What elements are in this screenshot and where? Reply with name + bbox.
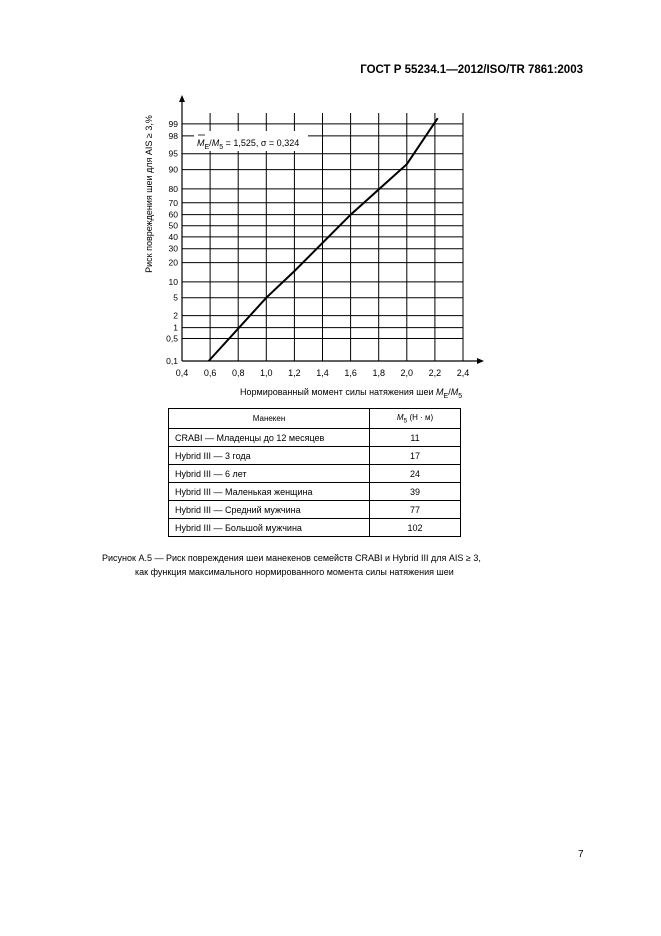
- dummy-table: [168, 408, 461, 537]
- x-tick-label: 0,8: [231, 368, 245, 378]
- moment-value-cell: 102: [370, 519, 461, 537]
- y-tick-label: 95: [168, 148, 178, 159]
- x-tick-label: 0,4: [175, 368, 189, 378]
- y-tick-label: 0,1: [166, 356, 178, 366]
- y-tick-label: 1: [173, 322, 178, 333]
- dummy-name-cell: Hybrid III — Маленькая женщина: [169, 483, 370, 501]
- y-axis-arrow: [179, 95, 185, 102]
- y-tick-label: 5: [173, 292, 178, 303]
- moment-value-cell: 17: [370, 447, 461, 465]
- y-tick-label: 80: [168, 183, 178, 194]
- caption-line-2: как функция максимального нормированного момента силы натяжения шеи: [135, 567, 454, 577]
- x-tick-label: 1,2: [288, 368, 301, 378]
- y-tick-label: 0,5: [166, 333, 178, 344]
- moment-value-cell: 39: [370, 483, 461, 501]
- annotation-text: $M_E/M_5 = 1,525$, σ = 0,324: [197, 138, 300, 151]
- chart-series: [209, 118, 438, 361]
- table-row: [169, 429, 461, 447]
- x-tick-label: 1,0: [260, 368, 273, 378]
- x-tick-label: 1,6: [344, 368, 357, 378]
- y-tick-labels: [166, 119, 178, 366]
- x-axis-arrow: [477, 358, 484, 364]
- table-row: [169, 465, 461, 483]
- y-tick-label: 60: [168, 209, 178, 220]
- dummy-name-cell: Hybrid III — Большой мужчина: [169, 519, 370, 537]
- y-tick-label: 20: [168, 257, 178, 268]
- caption-line-1: Рисунок А.5 — Риск повреждения шеи манекенов семейств CRABI и Hybrid III для AIS ≥ 3,: [102, 553, 481, 563]
- dummy-name-cell: Hybrid III — Средний мужчина: [169, 501, 370, 519]
- table-row: [169, 447, 461, 465]
- moment-value-cell: 24: [370, 465, 461, 483]
- y-tick-label: 70: [168, 197, 178, 208]
- risk-curve: [209, 118, 438, 361]
- risk-chart: [0, 0, 661, 400]
- y-tick-label: 2: [173, 310, 178, 321]
- x-tick-label: 1,4: [316, 368, 329, 378]
- x-axis-label: Нормированный момент силы натяжения шеи $M_E/M_5$: [240, 387, 463, 400]
- table-row: [169, 501, 461, 519]
- y-tick-label: 10: [168, 276, 178, 287]
- x-tick-label: 1,8: [372, 368, 385, 378]
- table-header-name: Манекен: [169, 409, 370, 429]
- x-tick-label: 2,4: [456, 368, 470, 378]
- table-header-moment: $M_5$ (Н · м): [370, 409, 461, 429]
- table-header-row: [169, 409, 461, 429]
- table-row: [169, 483, 461, 501]
- y-tick-label: 99: [168, 118, 178, 129]
- moment-value-cell: 77: [370, 501, 461, 519]
- x-tick-label: 2,0: [400, 368, 414, 378]
- dummy-name-cell: Hybrid III — 6 лет: [169, 465, 370, 483]
- figure-caption: [102, 551, 481, 579]
- x-tick-labels: [176, 368, 470, 378]
- y-tick-label: 40: [168, 231, 178, 242]
- document-header: ГОСТ Р 55234.1—2012/ISO/TR 7861:2003: [360, 64, 583, 76]
- y-tick-label: 98: [168, 130, 178, 141]
- table-row: [169, 519, 461, 537]
- dummy-name-cell: Hybrid III — 3 года: [169, 447, 370, 465]
- page-number: 7: [578, 849, 584, 860]
- x-tick-label: 0,6: [203, 368, 217, 378]
- y-axis-label: Риск повреждения шеи для AIS ≥ 3,%: [144, 115, 154, 273]
- dummy-name-cell: CRABI — Младенцы до 12 месяцев: [169, 429, 370, 447]
- y-tick-label: 30: [168, 243, 178, 254]
- x-tick-label: 2,2: [428, 368, 442, 378]
- moment-value-cell: 11: [370, 429, 461, 447]
- y-tick-label: 50: [168, 220, 178, 231]
- y-tick-label: 90: [168, 164, 178, 175]
